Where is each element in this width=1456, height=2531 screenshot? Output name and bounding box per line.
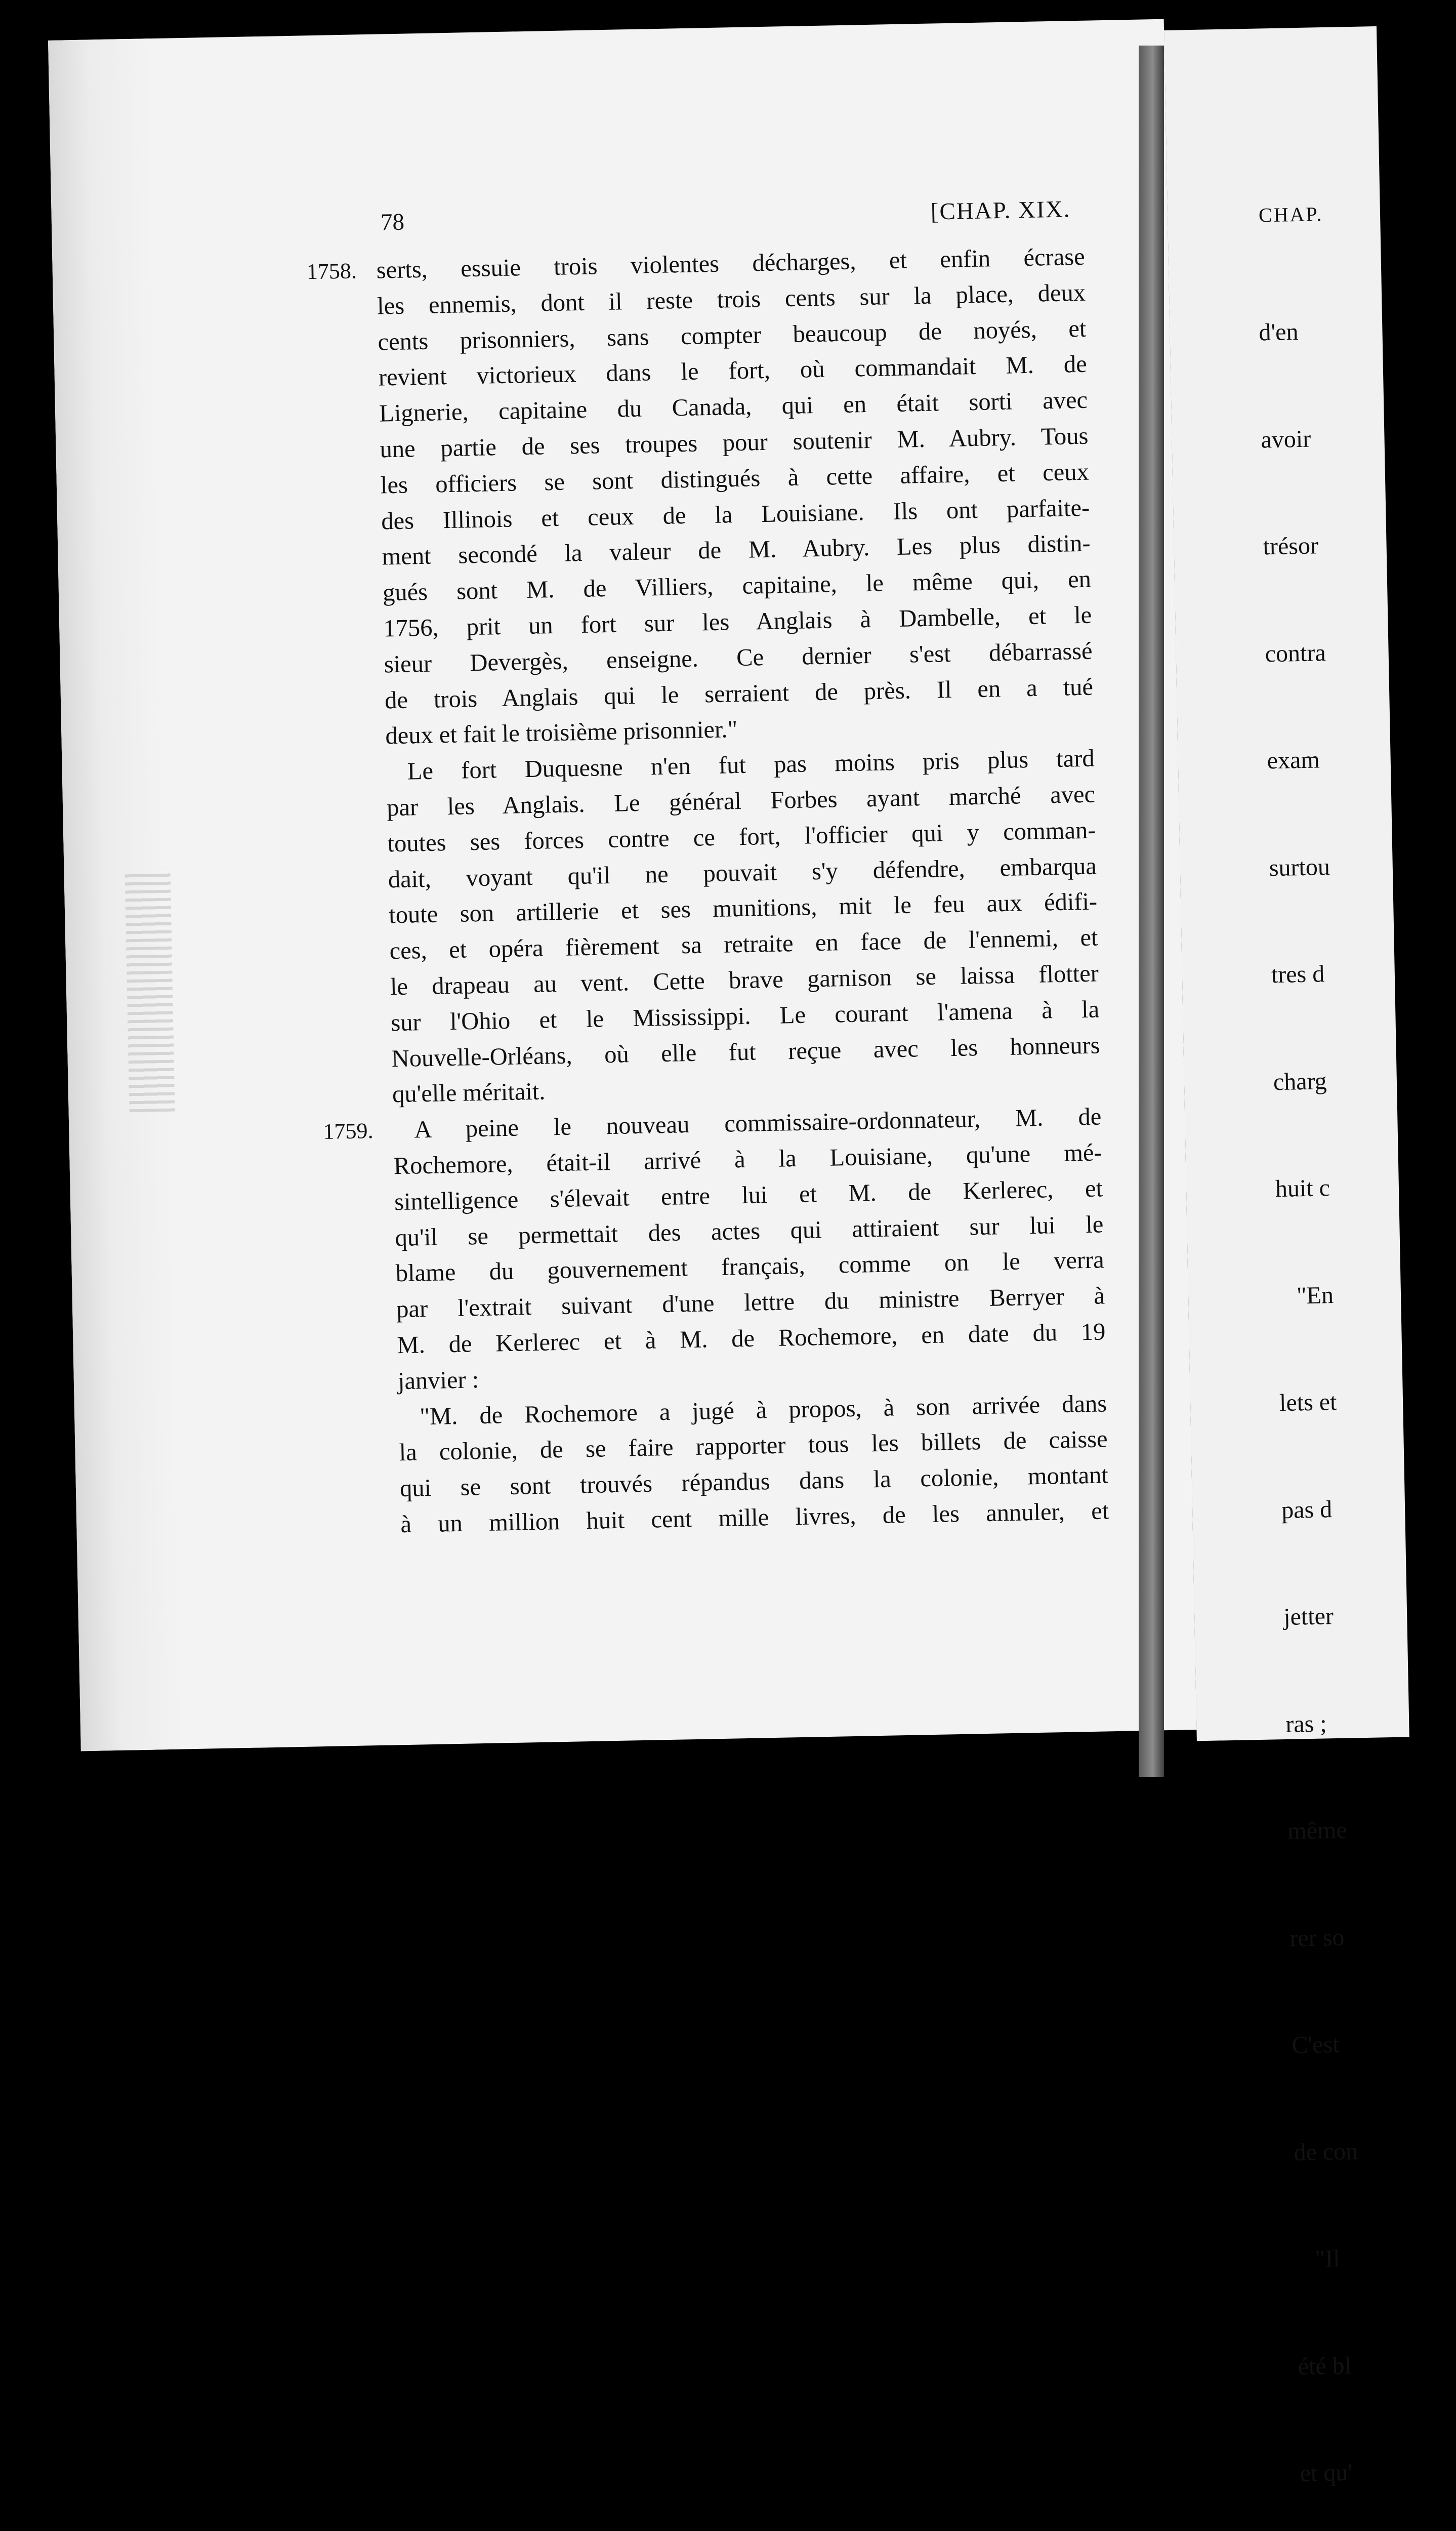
text-line: 1756, prit un fort sur les Anglais à Dambelle, et le <box>383 601 1092 642</box>
text-line: Rochemore, était-il arrivé à la Louisiane, qu'une mé- <box>393 1139 1103 1180</box>
paragraph-3 <box>323 1099 1107 1400</box>
facing-text-line: huit c <box>1275 1174 1330 1203</box>
text-line: par les Anglais. Le général Forbes ayant marché avec <box>386 781 1096 822</box>
bleed-through-marks <box>124 869 175 1113</box>
facing-text-line: exam <box>1267 746 1320 774</box>
facing-text-line: de con <box>1294 2137 1358 2166</box>
facing-text-line: "En <box>1296 1281 1334 1309</box>
facing-text-line: tres d <box>1271 960 1325 989</box>
facing-text-line: surtou <box>1269 853 1330 881</box>
facing-page-header: CHAP. <box>1258 202 1323 227</box>
text-line: revient victorieux dans le fort, où commandait M. de <box>378 351 1088 391</box>
text-line: ment secondé la valeur de M. Aubry. Les plus distin- <box>382 530 1091 570</box>
text-line: une partie de ses troupes pour soutenir M. Aubry. Tous <box>380 422 1089 463</box>
book-gutter <box>1139 46 1164 1777</box>
text-line: "M. de Rochemore a jugé à propos, à son arrivée dans <box>419 1390 1107 1430</box>
text-line: par l'extrait suivant d'une lettre du ministre Berryer à <box>396 1282 1105 1323</box>
text-line: dait, voyant qu'il ne pouvait s'y défendre, embarqua <box>388 852 1097 893</box>
facing-text-line: charg <box>1273 1067 1327 1095</box>
running-title: [CHAP. XIX. <box>930 196 1071 225</box>
body-text <box>306 239 1109 1543</box>
facing-text-line: été bl <box>1298 2352 1352 2380</box>
text-line: gués sont M. de Villiers, capitaine, le même qui, en <box>382 565 1092 606</box>
page-number: 78 <box>380 209 405 236</box>
text-line: toute son artillerie et ses munitions, mit le feu aux édifi- <box>388 888 1098 929</box>
facing-text-line: trésor <box>1263 532 1319 560</box>
facing-text-line: avoir <box>1261 425 1311 453</box>
facing-text-line: rer so <box>1289 1924 1345 1952</box>
facing-text-line: "Il <box>1315 2245 1340 2273</box>
text-line: Lignerie, capitaine du Canada, qui en était sorti avec <box>379 386 1088 427</box>
text-line: serts, essuie trois violentes décharges, et enfin écrase <box>376 243 1086 284</box>
paragraph-2 <box>386 741 1101 1113</box>
text-line: Le fort Duquesne n'en fut pas moins pris plus tard <box>407 745 1095 785</box>
paragraph-4-quote <box>398 1386 1109 1543</box>
facing-text-line: C'est <box>1291 2031 1340 2059</box>
text-line: des Illinois et ceux de la Louisiane. Ils ont parfaite- <box>381 494 1090 535</box>
facing-text-line: pas d <box>1281 1495 1333 1524</box>
text-line: qu'elle méritait. <box>392 1078 546 1108</box>
text-line: le drapeau au vent. Cette brave garnison se laissa flotter <box>390 960 1099 1001</box>
paragraph-1 <box>306 239 1094 755</box>
facing-text-line: ras ; <box>1285 1709 1327 1738</box>
year-marker-1758: 1758. <box>306 258 357 284</box>
facing-page <box>1164 26 1409 2487</box>
text-line: A peine le nouveau commissaire-ordonnateur, M. de <box>413 1103 1102 1144</box>
text-line: janvier : <box>397 1366 479 1395</box>
text-line: à un million huit cent mille livres, de les annuler, et <box>400 1497 1109 1538</box>
facing-text-line: contra <box>1265 639 1326 667</box>
text-line: deux et fait le troisième prisonnier." <box>385 716 738 750</box>
facing-text-line: d'en <box>1258 318 1299 346</box>
year-marker-1759: 1759. <box>323 1118 373 1145</box>
left-page <box>48 19 1196 1751</box>
text-line: sieur Devergès, enseigne. Ce dernier s'est débarrassé <box>384 637 1093 678</box>
facing-text-line: lets et <box>1279 1388 1337 1417</box>
text-line: les officiers se sont distingués à cette affaire, et ceux <box>380 458 1090 499</box>
text-line: de trois Anglais qui le serraient de près. Il en a tué <box>384 673 1094 714</box>
text-line: blame du gouvernement français, comme on le verra <box>395 1246 1105 1287</box>
text-line: la colonie, de se faire rapporter tous les billets de caisse <box>399 1425 1108 1466</box>
text-line: sur l'Ohio et le Mississippi. Le courant l'amena à la <box>390 996 1100 1037</box>
text-line: Nouvelle-Orléans, où elle fut reçue avec les honneurs <box>391 1032 1100 1072</box>
text-line: sintelligence s'élevait entre lui et M. de Kerlerec, et <box>394 1175 1103 1216</box>
text-line: qu'il se permettait des actes qui attiraient sur lui le <box>395 1210 1104 1251</box>
facing-text-line: même <box>1287 1816 1348 1845</box>
facing-text-line: jetter <box>1283 1603 1334 1631</box>
text-line: qui se sont trouvés répandus dans la colonie, montant <box>399 1461 1109 1502</box>
text-line: cents prisonniers, sans compter beaucoup de noyés, et <box>378 315 1087 356</box>
facing-text-line: et qu' <box>1300 2459 1353 2487</box>
text-line: toutes ses forces contre ce fort, l'officier qui y comman- <box>387 817 1096 858</box>
text-line: M. de Kerlerec et à M. de Rochemore, en date du 19 <box>397 1318 1106 1359</box>
text-line: les ennemis, dont il reste trois cents sur la place, deux <box>377 279 1086 320</box>
facing-page-text <box>1257 242 1398 2531</box>
text-line: ces, et opéra fièrement sa retraite en face de l'ennemi, et <box>389 924 1098 965</box>
